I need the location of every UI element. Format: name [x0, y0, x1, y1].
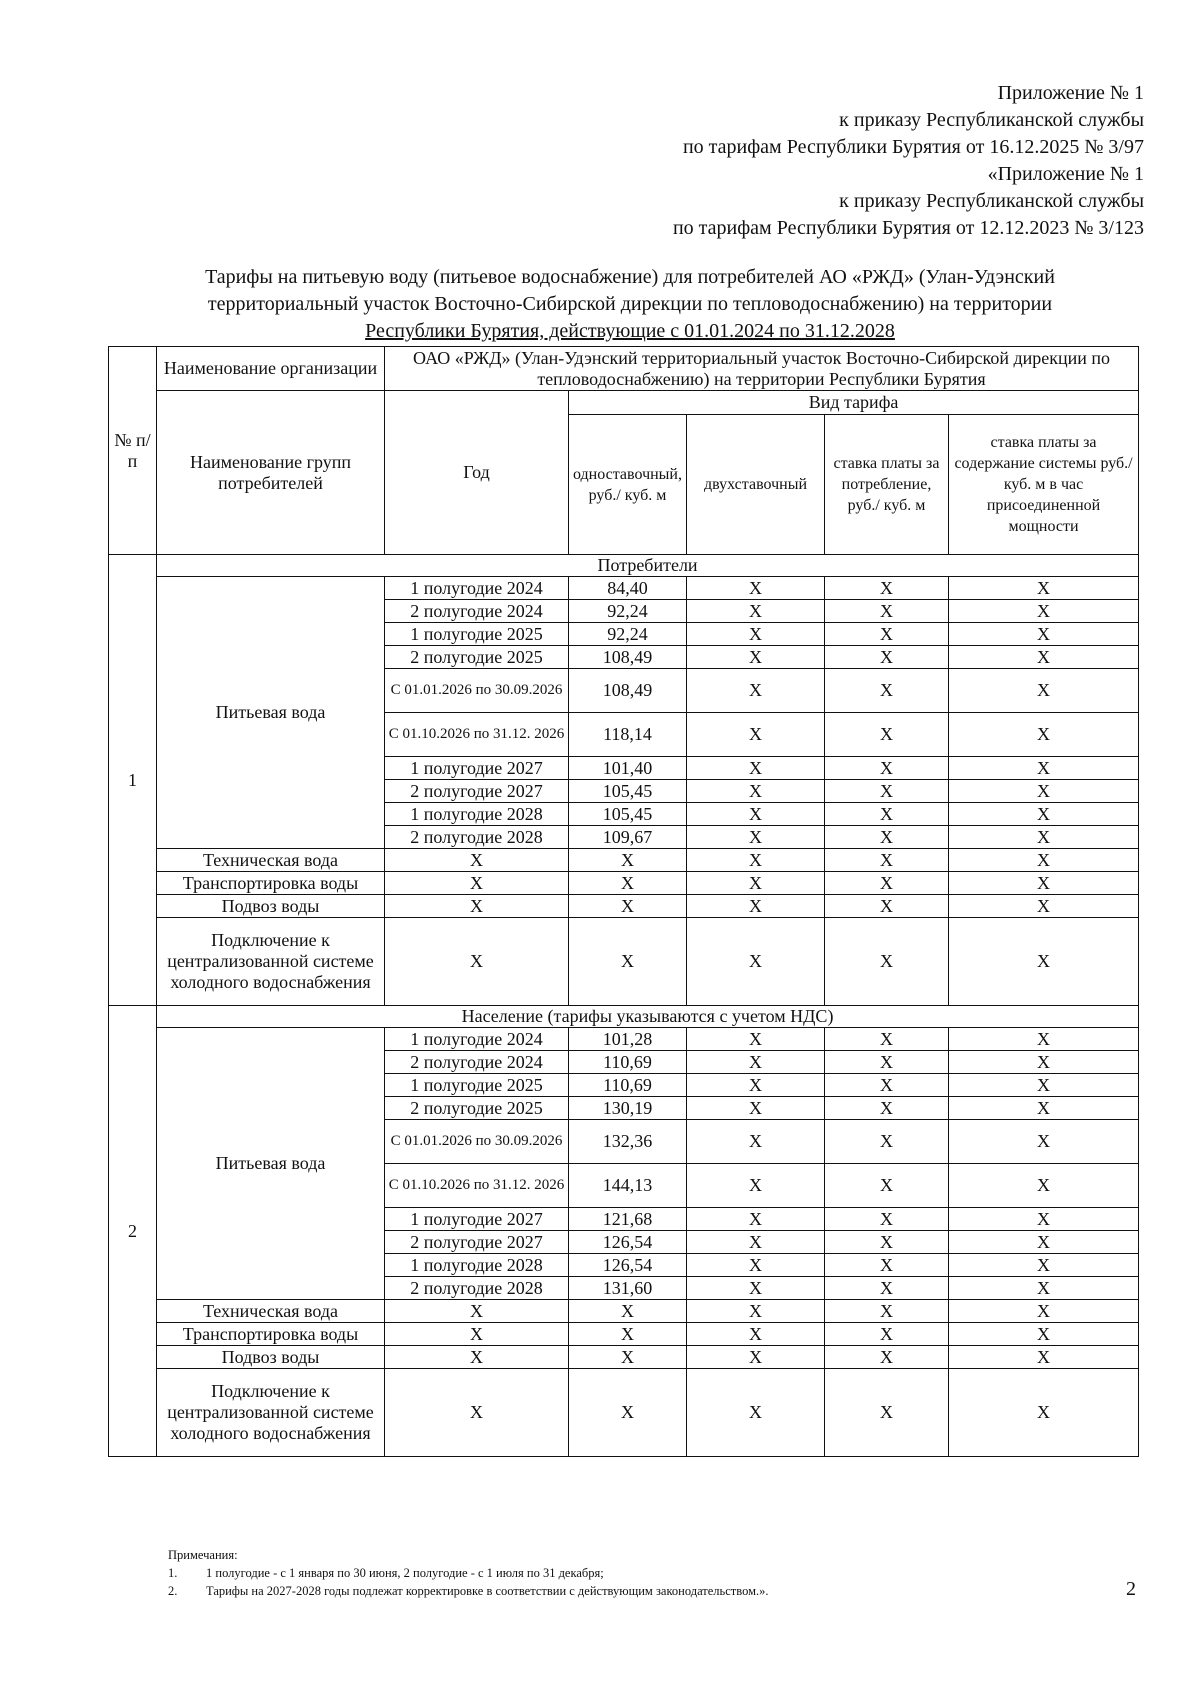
single-rate-value: 121,68: [569, 1208, 687, 1231]
single-rate-value: 131,60: [569, 1277, 687, 1300]
single-rate-value: 126,54: [569, 1254, 687, 1277]
maintenance-rate-value: X: [949, 646, 1139, 669]
header-line: по тарифам Республики Бурятия от 12.12.2023 № 3/123: [672, 217, 1144, 239]
two-rate-value: X: [687, 646, 825, 669]
maintenance-rate-value: X: [949, 669, 1139, 713]
maintenance-rate-value: X: [949, 1231, 1139, 1254]
period-cell: 1 полугодие 2024: [385, 1028, 569, 1051]
transport-water-label: Транспортировка воды: [157, 872, 385, 895]
consumption-rate-value: X: [825, 646, 949, 669]
consumption-rate-value: X: [825, 1028, 949, 1051]
two-rate-value: X: [687, 826, 825, 849]
period-cell: С 01.10.2026 по 31.12. 2026: [385, 713, 569, 757]
two-rate-value: X: [687, 623, 825, 646]
two-rate-value: X: [687, 1074, 825, 1097]
section-number: 2: [109, 1006, 157, 1457]
two-rate-value: X: [687, 1051, 825, 1074]
consumption-rate-value: X: [825, 1051, 949, 1074]
maintenance-rate-value: X: [949, 872, 1139, 895]
maintenance-rate-value: X: [949, 623, 1139, 646]
maintenance-rate-value: X: [949, 1164, 1139, 1208]
maintenance-rate-value: X: [949, 1208, 1139, 1231]
section-title: Потребители: [157, 555, 1139, 577]
section-title-row: [109, 1006, 1139, 1028]
maintenance-rate-value: X: [949, 600, 1139, 623]
year-value: X: [385, 1346, 569, 1369]
consumption-rate-value: X: [825, 1277, 949, 1300]
page-number: 2: [1126, 1578, 1136, 1600]
maintenance-rate-value: X: [949, 1120, 1139, 1164]
two-rate-value: X: [687, 1164, 825, 1208]
maintenance-rate-value: X: [949, 1323, 1139, 1346]
two-rate-value: X: [687, 600, 825, 623]
consumption-rate-value: X: [825, 1208, 949, 1231]
connection-label: Подключение к централизованной системе холодного водоснабжения: [157, 918, 385, 1006]
maintenance-rate-value: X: [949, 918, 1139, 1006]
header-line: «Приложение № 1: [987, 163, 1144, 185]
single-rate-value: X: [569, 872, 687, 895]
period-cell: С 01.01.2026 по 30.09.2026: [385, 669, 569, 713]
single-rate-value: X: [569, 895, 687, 918]
consumption-rate-value: X: [825, 1074, 949, 1097]
maintenance-rate-value: X: [949, 757, 1139, 780]
single-rate-value: 105,45: [569, 780, 687, 803]
header-line: по тарифам Республики Бурятия от 16.12.2025 № 3/97: [682, 136, 1144, 158]
org-name: ОАО «РЖД» (Улан-Удэнский территориальный участок Восточно-Сибирской дирекции по тепловодоснабжению) на территории Республики Бурятия: [385, 347, 1139, 391]
single-rate-value: 108,49: [569, 646, 687, 669]
consumption-rate-value: X: [825, 1231, 949, 1254]
maintenance-rate-value: X: [949, 577, 1139, 600]
period-cell: 1 полугодие 2028: [385, 1254, 569, 1277]
single-rate-value: X: [569, 1300, 687, 1323]
header-line: к приказу Республиканской службы: [839, 190, 1144, 212]
consumption-rate-value: X: [825, 803, 949, 826]
maintenance-rate-value: X: [949, 1051, 1139, 1074]
year-value: X: [385, 1369, 569, 1457]
year-value: X: [385, 872, 569, 895]
transport-water-label: Транспортировка воды: [157, 1323, 385, 1346]
table-row: [109, 849, 1139, 872]
section-title: Население (тарифы указываются с учетом НДС): [157, 1006, 1139, 1028]
drinking-water-label: Питьевая вода: [157, 577, 385, 849]
table-row: [109, 1300, 1139, 1323]
two-rate-value: X: [687, 713, 825, 757]
period-cell: 2 полугодие 2025: [385, 1097, 569, 1120]
table-row: [109, 895, 1139, 918]
period-cell: 2 полугодие 2028: [385, 826, 569, 849]
consumption-rate-value: X: [825, 1346, 949, 1369]
technical-water-label: Техническая вода: [157, 849, 385, 872]
maintenance-rate-value: X: [949, 1369, 1139, 1457]
maintenance-rate-value: X: [949, 849, 1139, 872]
tariff-table: [108, 346, 1139, 1457]
single-rate-value: 118,14: [569, 713, 687, 757]
consumption-rate-value: X: [825, 713, 949, 757]
notes: [168, 1546, 769, 1600]
period-cell: 1 полугодие 2024: [385, 577, 569, 600]
title-line: территориальный участок Восточно-Сибирской дирекции по тепловодоснабжению) на территории: [207, 293, 1053, 315]
single-rate-value: 101,28: [569, 1028, 687, 1051]
table-row: [109, 577, 1139, 600]
period-cell: 1 полугодие 2028: [385, 803, 569, 826]
single-rate-value: 110,69: [569, 1074, 687, 1097]
document-title: [130, 264, 1130, 345]
maintenance-rate-value: X: [949, 1300, 1139, 1323]
period-cell: С 01.01.2026 по 30.09.2026: [385, 1120, 569, 1164]
appendix-header: [673, 80, 1144, 242]
maintenance-rate-header: ставка платы за содержание системы руб./куб. м в час присоединенной мощности: [949, 415, 1139, 555]
single-rate-value: 101,40: [569, 757, 687, 780]
consumption-rate-value: X: [825, 780, 949, 803]
consumption-rate-value: X: [825, 1097, 949, 1120]
maintenance-rate-value: X: [949, 1277, 1139, 1300]
two-rate-value: X: [687, 669, 825, 713]
notes-title: Примечания:: [168, 1548, 238, 1562]
consumption-rate-value: X: [825, 918, 949, 1006]
single-rate-header: одноставочный, руб./ куб. м: [569, 415, 687, 555]
single-rate-value: 126,54: [569, 1231, 687, 1254]
two-rate-value: X: [687, 1277, 825, 1300]
table-row: [109, 1028, 1139, 1051]
single-rate-value: 130,19: [569, 1097, 687, 1120]
two-rate-value: X: [687, 1300, 825, 1323]
single-rate-value: 108,49: [569, 669, 687, 713]
year-value: X: [385, 895, 569, 918]
period-cell: 1 полугодие 2027: [385, 1208, 569, 1231]
two-rate-value: X: [687, 1028, 825, 1051]
single-rate-value: 84,40: [569, 577, 687, 600]
header-line: Приложение № 1: [997, 82, 1144, 104]
header-line: к приказу Республиканской службы: [839, 109, 1144, 131]
tariff-type-header: Вид тарифа: [569, 391, 1139, 415]
two-rate-value: X: [687, 1254, 825, 1277]
two-rate-value: X: [687, 1231, 825, 1254]
period-cell: С 01.10.2026 по 31.12. 2026: [385, 1164, 569, 1208]
consumption-rate-value: X: [825, 872, 949, 895]
single-rate-value: 92,24: [569, 600, 687, 623]
table-row: [109, 1369, 1139, 1457]
consumption-rate-value: X: [825, 1254, 949, 1277]
section-number: 1: [109, 555, 157, 1006]
consumption-rate-value: X: [825, 577, 949, 600]
note-item: 1. 1 полугодие - с 1 января по 30 июня, 2 полугодие - с 1 июля по 31 декабря;: [168, 1566, 604, 1580]
maintenance-rate-value: X: [949, 1028, 1139, 1051]
period-cell: 1 полугодие 2027: [385, 757, 569, 780]
consumption-rate-value: X: [825, 826, 949, 849]
year-value: X: [385, 849, 569, 872]
two-rate-value: X: [687, 1346, 825, 1369]
single-rate-value: 92,24: [569, 623, 687, 646]
group-label: Наименование групп потребителей: [157, 391, 385, 555]
year-value: X: [385, 918, 569, 1006]
period-cell: 1 полугодие 2025: [385, 623, 569, 646]
consumption-rate-header: ставка платы за потребление, руб./ куб. м: [825, 415, 949, 555]
single-rate-value: 105,45: [569, 803, 687, 826]
title-line: Республики Бурятия, действующие с 01.01.2024 по 31.12.2028: [365, 320, 895, 342]
period-cell: 1 полугодие 2025: [385, 1074, 569, 1097]
period-cell: 2 полугодие 2027: [385, 1231, 569, 1254]
two-rate-header: двухставочный: [687, 415, 825, 555]
period-cell: 2 полугодие 2025: [385, 646, 569, 669]
single-rate-value: X: [569, 918, 687, 1006]
consumption-rate-value: X: [825, 1323, 949, 1346]
drinking-water-label: Питьевая вода: [157, 1028, 385, 1300]
single-rate-value: X: [569, 849, 687, 872]
connection-label: Подключение к централизованной системе холодного водоснабжения: [157, 1369, 385, 1457]
year-value: X: [385, 1300, 569, 1323]
single-rate-value: X: [569, 1346, 687, 1369]
two-rate-value: X: [687, 918, 825, 1006]
title-line: Тарифы на питьевую воду (питьевое водоснабжение) для потребителей АО «РЖД» (Улан-Удэнский: [205, 266, 1055, 288]
org-label: Наименование организации: [157, 347, 385, 391]
two-rate-value: X: [687, 1369, 825, 1457]
technical-water-label: Техническая вода: [157, 1300, 385, 1323]
two-rate-value: X: [687, 1323, 825, 1346]
two-rate-value: X: [687, 1120, 825, 1164]
consumption-rate-value: X: [825, 1300, 949, 1323]
maintenance-rate-value: X: [949, 1097, 1139, 1120]
consumption-rate-value: X: [825, 669, 949, 713]
consumption-rate-value: X: [825, 600, 949, 623]
maintenance-rate-value: X: [949, 895, 1139, 918]
water-delivery-label: Подвоз воды: [157, 1346, 385, 1369]
two-rate-value: X: [687, 780, 825, 803]
period-cell: 2 полугодие 2024: [385, 600, 569, 623]
two-rate-value: X: [687, 757, 825, 780]
maintenance-rate-value: X: [949, 826, 1139, 849]
single-rate-value: X: [569, 1369, 687, 1457]
maintenance-rate-value: X: [949, 1254, 1139, 1277]
two-rate-value: X: [687, 1208, 825, 1231]
consumption-rate-value: X: [825, 1120, 949, 1164]
consumption-rate-value: X: [825, 623, 949, 646]
table-row: [109, 918, 1139, 1006]
single-rate-value: 132,36: [569, 1120, 687, 1164]
two-rate-value: X: [687, 1097, 825, 1120]
consumption-rate-value: X: [825, 849, 949, 872]
consumption-rate-value: X: [825, 757, 949, 780]
year-value: X: [385, 1323, 569, 1346]
table-row: [109, 1323, 1139, 1346]
period-cell: 2 полугодие 2027: [385, 780, 569, 803]
table-row: [109, 1346, 1139, 1369]
maintenance-rate-value: X: [949, 1074, 1139, 1097]
maintenance-rate-value: X: [949, 803, 1139, 826]
water-delivery-label: Подвоз воды: [157, 895, 385, 918]
maintenance-rate-value: X: [949, 713, 1139, 757]
maintenance-rate-value: X: [949, 1346, 1139, 1369]
col-number-header: № п/п: [109, 347, 157, 555]
two-rate-value: X: [687, 872, 825, 895]
section-title-row: [109, 555, 1139, 577]
single-rate-value: X: [569, 1323, 687, 1346]
single-rate-value: 110,69: [569, 1051, 687, 1074]
maintenance-rate-value: X: [949, 780, 1139, 803]
table-row: [109, 872, 1139, 895]
two-rate-value: X: [687, 895, 825, 918]
period-cell: 2 полугодие 2028: [385, 1277, 569, 1300]
period-cell: 2 полугодие 2024: [385, 1051, 569, 1074]
two-rate-value: X: [687, 577, 825, 600]
two-rate-value: X: [687, 803, 825, 826]
single-rate-value: 144,13: [569, 1164, 687, 1208]
note-item: 2. Тарифы на 2027-2028 годы подлежат корректировке в соответствии с действующим законодательством.».: [168, 1584, 769, 1598]
consumption-rate-value: X: [825, 1369, 949, 1457]
year-label: Год: [385, 391, 569, 555]
single-rate-value: 109,67: [569, 826, 687, 849]
consumption-rate-value: X: [825, 895, 949, 918]
two-rate-value: X: [687, 849, 825, 872]
consumption-rate-value: X: [825, 1164, 949, 1208]
